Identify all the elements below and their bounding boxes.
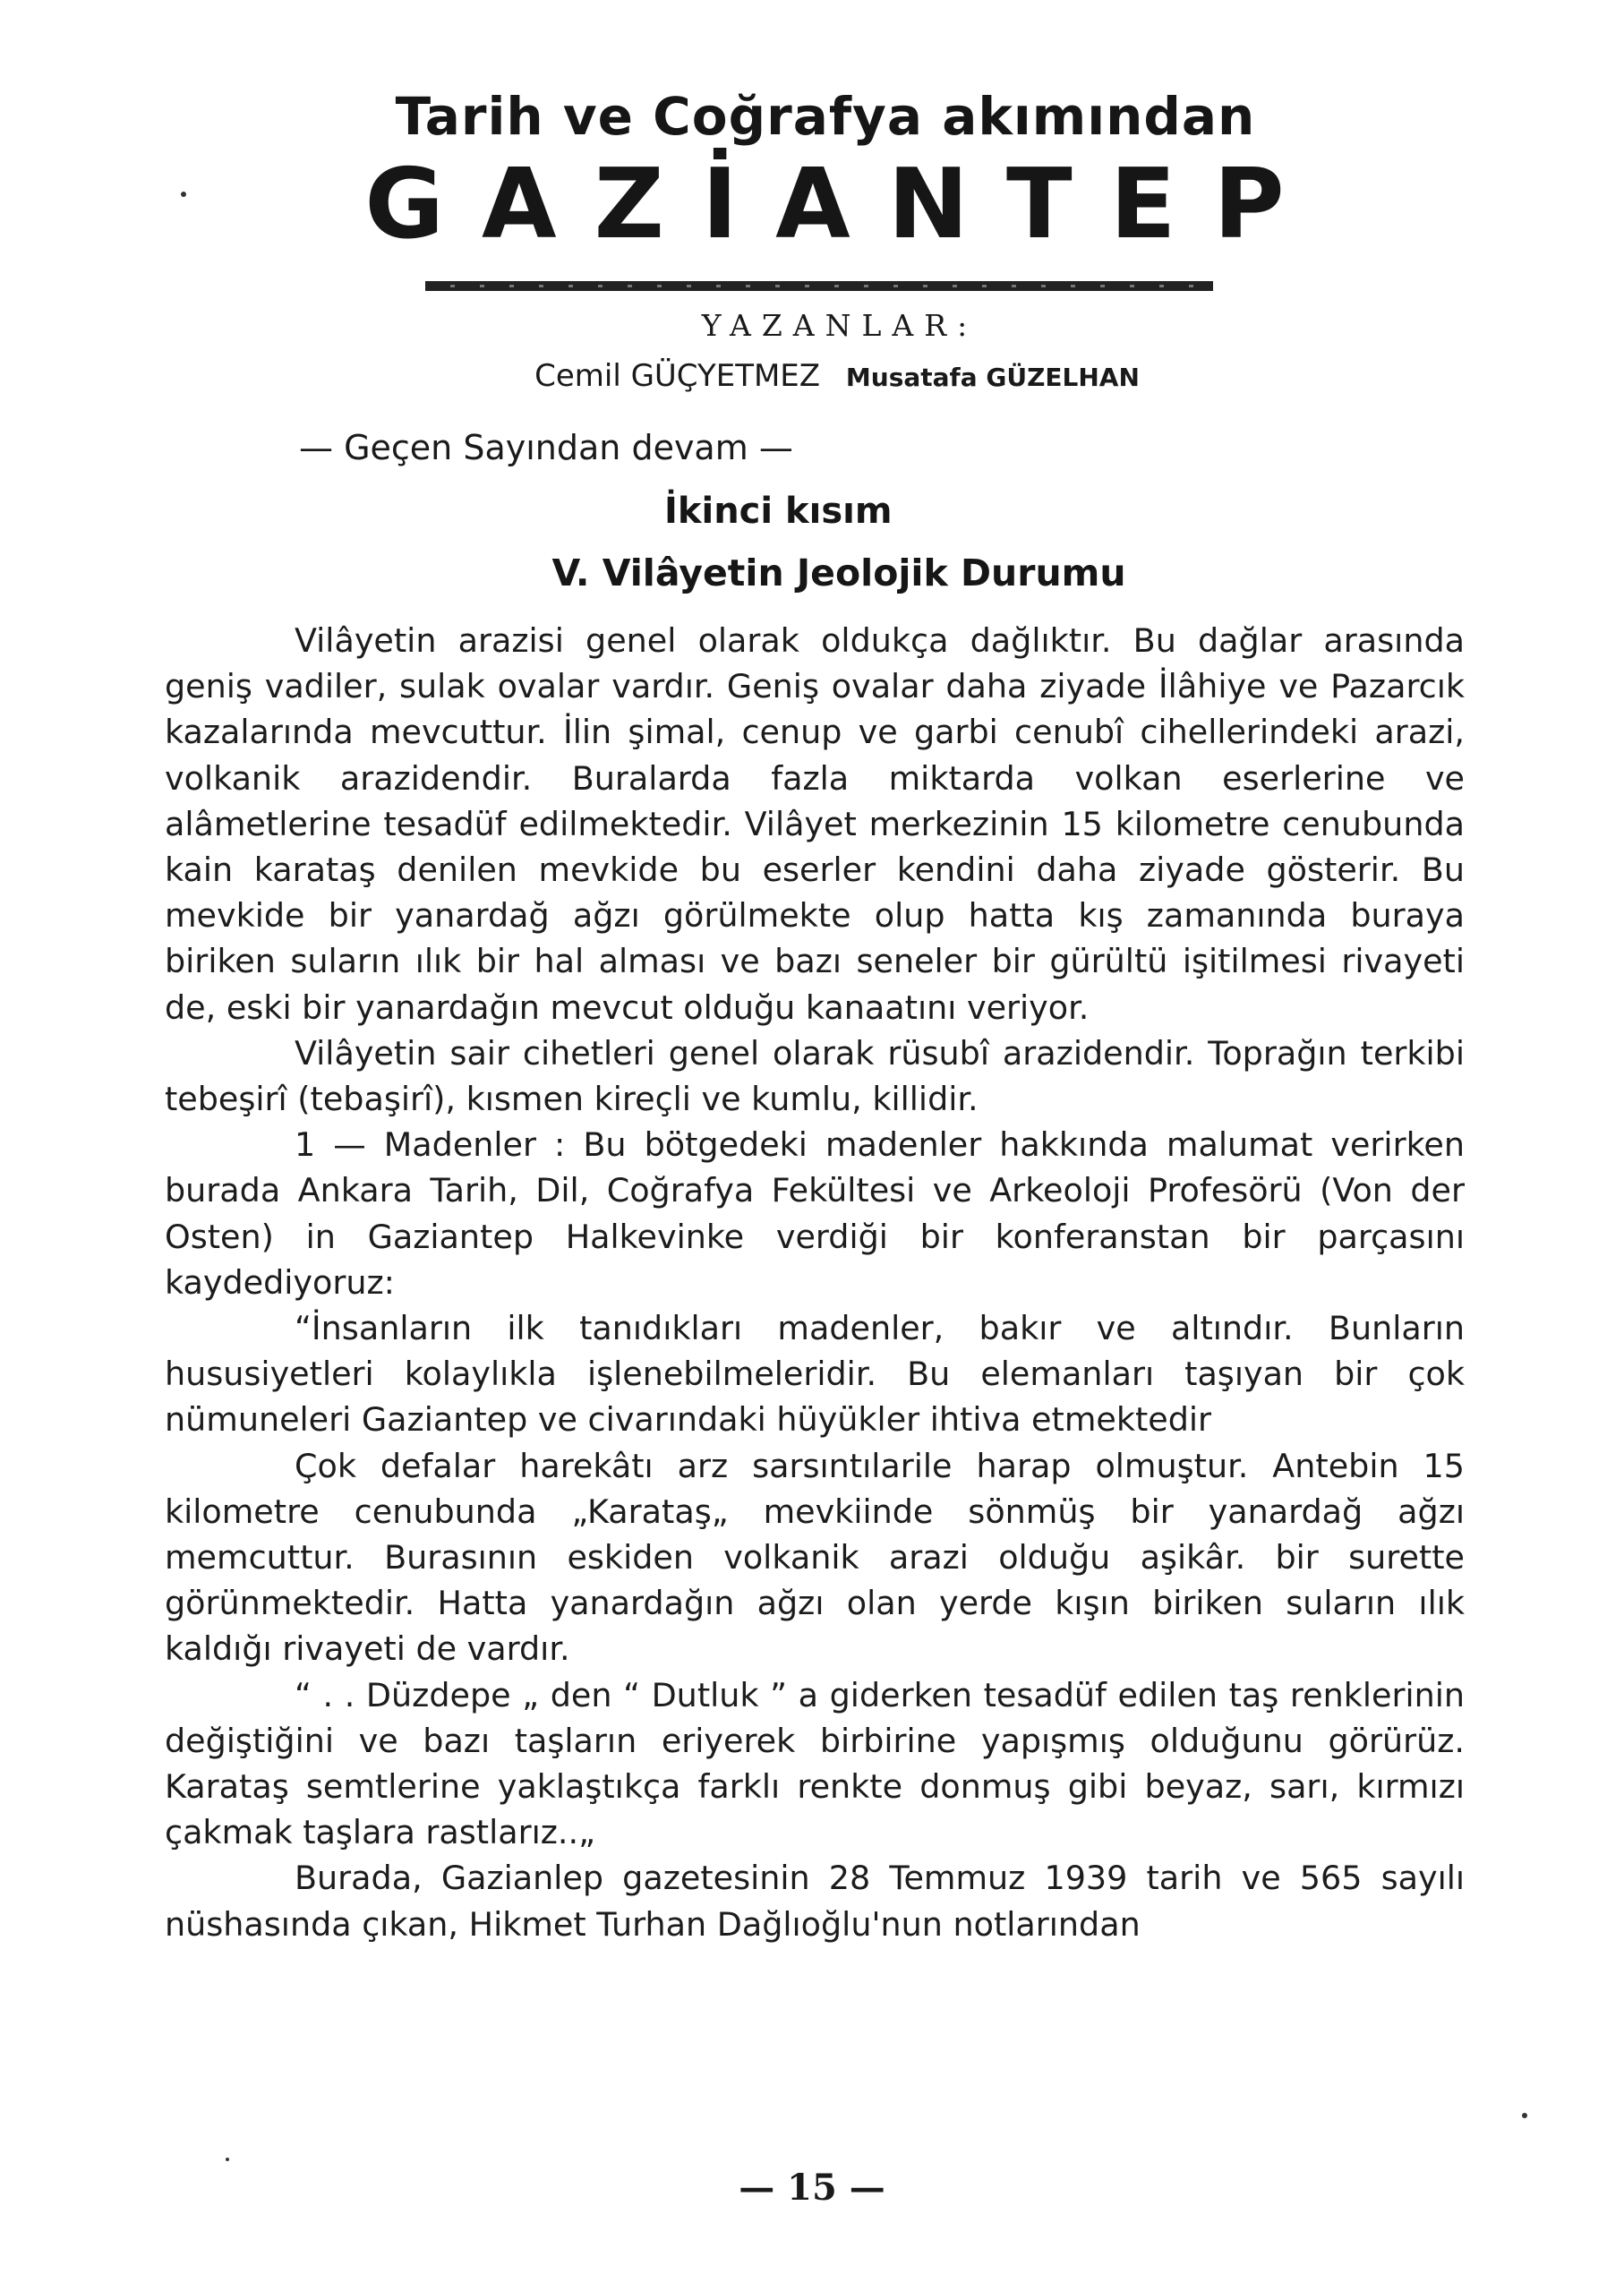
paragraph: “İnsanların ilk tanıdıkları madenler, bakır ve altındır. Bunların hususiyetleri kolaylıkla işlenebilmeleridir. Bu elemanları taşıyan bir çok nümuneleri Gaziantep ve civarındaki hüyükler ihtiva etmektedir [165, 1309, 1465, 1440]
scan-speck [1522, 2113, 1527, 2118]
series-title: Tarih ve Coğrafya akımından [395, 86, 1256, 147]
page-number: — 15 — [739, 2167, 885, 2209]
continued-note: — Geçen Sayından devam — [299, 428, 793, 467]
part-title: İkinci kısım [664, 491, 893, 532]
title-rule-texture [425, 285, 1213, 287]
paragraph: Çok defalar harekâtı arz sarsıntılarile harap olmuştur. Antebin 15 kilometre cenubunda „Karataş„ mevkiinde sönmüş bir yanardağ ağzı memcuttur. Burasının eskiden volkanik arazi olduğu aşikâr. bir surette görünmektedir. Hatta yanardağın ağzı olan yerde kışın biriken suların ılık kaldığı rivayeti de vardır. [165, 1446, 1465, 1669]
scan-speck [226, 2158, 229, 2161]
paragraph: Burada, Gazianlep gazetesinin 28 Temmuz 1939 tarih ve 565 sayılı nüshasında çıkan, Hikmet Turhan Dağlıoğlu'nun notlarından [165, 1859, 1465, 1944]
section-title: V. Vilâyetin Jeolojik Durumu [551, 551, 1126, 594]
scan-speck [181, 192, 186, 197]
authors-label: YAZANLAR: [701, 308, 979, 343]
article-body [165, 618, 1465, 1947]
paragraph: Vilâyetin sair cihetleri genel olarak rüsubî arazidendir. Toprağın terkibi tebeşirî (tebaşirî), kısmen kireçli ve kumlu, killidir. [165, 1033, 1465, 1119]
author-1: Cemil GÜÇYETMEZ [534, 358, 821, 394]
article-title: GAZİANTEP [364, 149, 1322, 261]
paragraph: “ . . Düzdepe „ den “ Dutluk ” a giderken tesadüf edilen taş renklerinin değiştiğini ve bazı taşların eriyerek birbirine yapışmış olduğunu görürüz. Karataş semtlerine yaklaştıkça farklı renkte donmuş gibi beyaz, sarı, kırmızı çakmak taşlara rastlarız..„ [165, 1675, 1465, 1852]
author-2: Musatafa GÜZELHAN [845, 363, 1140, 392]
paragraph: Vilâyetin arazisi genel olarak oldukça dağlıktır. Bu dağlar arasında geniş vadiler, sulak ovalar vardır. Geniş ovalar daha ziyade İlâhiye ve Pazarcık kazalarında mevcuttur. İlin şimal, cenup ve garbi cenubî cihellerindeki arazi, volkanik arazidendir. Buralarda fazla miktarda volkan eserlerine ve alâmetlerine tesadüf edilmektedir. Vilâyet merkezinin 15 kilometre cenubunda kain karataş denilen mevkide bu eserler kendini daha ziyade gösterir. Bu mevkide bir yanardağ ağzı görülmekte olup hatta kış zamanında buraya biriken suların ılık bir hal alması ve bazı seneler bir gürültü işitilmesi rivayeti de, eski bir yanardağın mevcut olduğu kanaatını veriyor. [165, 621, 1465, 1027]
paragraph: 1 — Madenler : Bu bötgedeki madenler hakkında malumat verirken burada Ankara Tarih, Dil, Coğrafya Fekültesi ve Arkeoloji Profesörü (Von der Osten) in Gaziantep Halkevinke verdiği bir konferanstan bir parçasını kaydediyoruz: [165, 1125, 1465, 1302]
authors-line [0, 358, 1624, 394]
